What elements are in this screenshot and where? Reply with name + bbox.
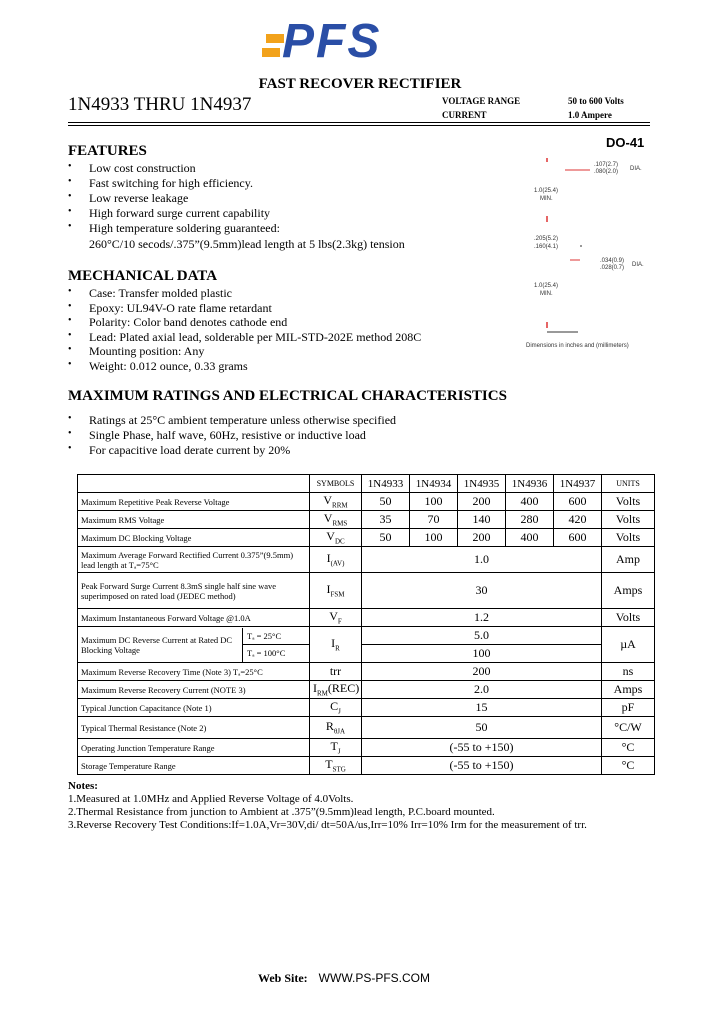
value-cell: 200: [362, 663, 602, 681]
value-cell: 50: [362, 529, 410, 547]
note-item: 1.Measured at 1.0MHz and Applied Reverse Voltage of 4.0Volts.: [68, 793, 354, 805]
dim-text: 1.0(25.4): [534, 283, 559, 289]
do41-outline: [520, 150, 670, 355]
dim-text: .028(0.7): [600, 265, 625, 271]
unit-cell: Amp: [602, 547, 655, 573]
row-symbol: $I_{(AV)}$: [310, 547, 362, 573]
table-header-row: [78, 475, 655, 493]
value-cell: 400: [506, 529, 554, 547]
value-cell: 100: [362, 645, 602, 663]
package-label: DO-41: [606, 135, 645, 150]
notes-heading: Notes:: [68, 780, 98, 792]
value-cell: 200: [458, 529, 506, 547]
row-description: Maximum Reverse Recovery Time (Note 3) Tₐ=25°C: [78, 663, 310, 681]
value-cell: 50: [362, 493, 410, 511]
row-symbol: trr: [310, 663, 362, 681]
dim-caption: Dimensions in inches and (millimeters): [526, 343, 629, 349]
row-description: Maximum Reverse Recovery Current (NOTE 3): [78, 681, 310, 699]
value-cell: 1.0: [362, 547, 602, 573]
footer-label: Web Site:: [258, 971, 308, 985]
row-description: Peak Forward Surge Current 8.3mS single half sine wave superimposed on rated load (JEDEC method): [78, 573, 310, 609]
unit-cell: µA: [602, 627, 655, 663]
value-cell: 100: [410, 529, 458, 547]
table-row: [78, 739, 655, 757]
row-description: Maximum Repetitive Peak Reverse Voltage: [78, 493, 310, 511]
ratings-table: [77, 474, 655, 775]
dim-text: MIN.: [540, 291, 553, 297]
header-part: 1N4933: [362, 475, 410, 493]
table-row: [78, 573, 655, 609]
table-row: [78, 511, 655, 529]
spec-label-voltage: VOLTAGE RANGE: [442, 96, 521, 106]
dim-text: DIA.: [630, 166, 642, 172]
header-units: UNITS: [602, 475, 655, 493]
header-part: 1N4935: [458, 475, 506, 493]
row-description: Maximum DC Blocking Voltage: [78, 529, 310, 547]
header-divider: [68, 122, 650, 123]
notes-section: [68, 780, 587, 831]
row-description: Maximum Average Forward Rectified Current 0.375”(9.5mm) lead length at Tₐ=75°C: [78, 547, 310, 573]
header-part: 1N4934: [410, 475, 458, 493]
logo-text: PFS: [282, 15, 382, 68]
header-symbols: SYMBOLS: [310, 475, 362, 493]
row-symbol: $I_{RM}(REC)$: [310, 681, 362, 699]
header-divider: [68, 125, 650, 126]
package-drawing: [520, 150, 670, 355]
dim-text: DIA.: [632, 262, 644, 268]
value-cell: 1.2: [362, 609, 602, 627]
row-symbol: $V_{DC}$: [310, 529, 362, 547]
condition-100c: Tₐ = 100°C: [247, 648, 286, 659]
row-description: Maximum RMS Voltage: [78, 511, 310, 529]
header-part: 1N4937: [554, 475, 602, 493]
unit-cell: pF: [602, 699, 655, 717]
value-cell: 5.0: [362, 627, 602, 645]
document-title: FAST RECOVER RECTIFIER: [258, 76, 462, 92]
note-item: 2.Thermal Resistance from junction to Ambient at .375”(9.5mm)lead length, P.C.board mounted.: [68, 806, 495, 818]
mechanical-heading: MECHANICAL DATA: [68, 268, 218, 284]
row-description: Maximum DC Reverse Current at Rated DC Blocking Voltage Tₐ = 25°C Tₐ = 100°C: [78, 627, 310, 663]
table-cell: [78, 475, 310, 493]
note-item: 3.Reverse Recovery Test Conditions:If=1.0A,Vr=30V,di/ dt=50A/us,Irr=10% Irr=10% Irm for the measurement of trr.: [68, 819, 587, 831]
spec-value-current: 1.0 Ampere: [568, 110, 612, 120]
unit-cell: Volts: [602, 529, 655, 547]
table-row: [78, 609, 655, 627]
row-symbol: $C_J$: [310, 699, 362, 717]
value-cell: 15: [362, 699, 602, 717]
features-heading: FEATURES: [68, 143, 147, 159]
row-symbol: $I_R$: [310, 627, 362, 663]
dim-text: .034(0.9): [600, 258, 625, 264]
dim-text: MIN.: [540, 196, 553, 202]
row-description: Typical Junction Capacitance (Note 1): [78, 699, 310, 717]
value-cell: 2.0: [362, 681, 602, 699]
value-cell: 200: [458, 493, 506, 511]
table-row: [78, 529, 655, 547]
table-row: [78, 717, 655, 739]
brand-logo: [256, 16, 472, 68]
condition-25c: Tₐ = 25°C: [243, 628, 309, 646]
dim-text: .080(2.0): [594, 169, 619, 175]
table-row: [78, 681, 655, 699]
row-description: Operating Junction Temperature Range: [78, 739, 310, 757]
header-part: 1N4936: [506, 475, 554, 493]
unit-cell: Volts: [602, 609, 655, 627]
unit-cell: Amps: [602, 681, 655, 699]
footer: [258, 971, 430, 986]
spec-value-voltage: 50 to 600 Volts: [568, 96, 624, 106]
dim-text: .107(2.7): [594, 162, 619, 168]
value-cell: 280: [506, 511, 554, 529]
row-symbol: $V_{RMS}$: [310, 511, 362, 529]
row-symbol: $R_{\theta JA}$: [310, 717, 362, 739]
table-row: [78, 663, 655, 681]
table-row: [78, 699, 655, 717]
value-cell: 140: [458, 511, 506, 529]
website-link[interactable]: WWW.PS-PFS.COM: [318, 971, 430, 985]
value-cell: 30: [362, 573, 602, 609]
row-symbol: $V_{RRM}$: [310, 493, 362, 511]
dim-text: .160(4.1): [534, 244, 559, 250]
table-row: [78, 547, 655, 573]
table-row: [78, 627, 655, 645]
row-description: Typical Thermal Resistance (Note 2): [78, 717, 310, 739]
value-cell: 600: [554, 493, 602, 511]
row-symbol: $V_F$: [310, 609, 362, 627]
row-symbol: $T_J$: [310, 739, 362, 757]
value-cell: (-55 to +150): [362, 757, 602, 775]
unit-cell: Amps: [602, 573, 655, 609]
value-cell: 400: [506, 493, 554, 511]
unit-cell: °C: [602, 739, 655, 757]
dim-text: 1.0(25.4): [534, 188, 559, 194]
ratings-heading: MAXIMUM RATINGS AND ELECTRICAL CHARACTERISTICS: [68, 388, 507, 404]
unit-cell: Volts: [602, 511, 655, 529]
table-row: [78, 757, 655, 775]
row-symbol: $T_{STG}$: [310, 757, 362, 775]
dim-text: .205(5.2): [534, 236, 559, 242]
unit-cell: °C: [602, 757, 655, 775]
table-row: [78, 493, 655, 511]
value-cell: 35: [362, 511, 410, 529]
unit-cell: ns: [602, 663, 655, 681]
value-cell: 600: [554, 529, 602, 547]
unit-cell: °C/W: [602, 717, 655, 739]
value-cell: 420: [554, 511, 602, 529]
value-cell: 70: [410, 511, 458, 529]
value-cell: (-55 to +150): [362, 739, 602, 757]
spec-label-current: CURRENT: [442, 110, 487, 120]
value-cell: 50: [362, 717, 602, 739]
value-cell: 100: [410, 493, 458, 511]
row-symbol: $I_{FSM}$: [310, 573, 362, 609]
row-description: Storage Temperature Range: [78, 757, 310, 775]
row-description: Maximum Instantaneous Forward Voltage @1.0A: [78, 609, 310, 627]
unit-cell: Volts: [602, 493, 655, 511]
part-number-title: 1N4933 THRU 1N4937: [68, 94, 252, 115]
